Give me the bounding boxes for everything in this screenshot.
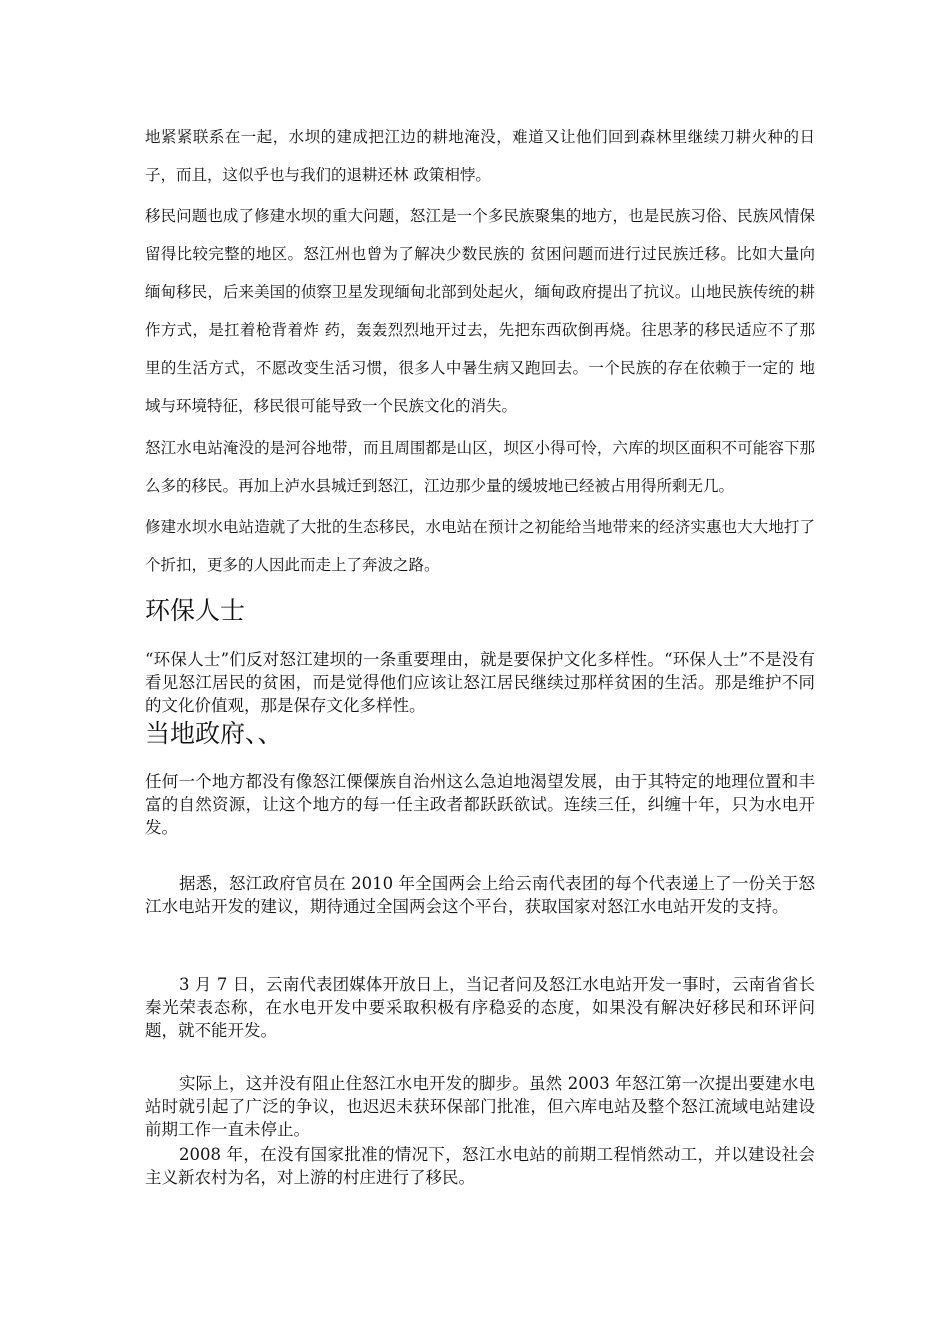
paragraph-development-desire: 任何一个地方都没有像怒江傈僳族自治州这么急迫地渴望发展，由于其特定的地理位置和丰富的自然资源，让这个地方的每一任主政者都跃跃欲试。连续三任，纠缠十年，只为水电开发。 [145, 772, 815, 837]
paragraph-valley: 怒江水电站淹没的是河谷地带，而且周围都是山区，坝区小得可怜，六库的坝区面积不可能容下那么多的移民。再加上泸水县城迁到怒江，江边那少量的缓坡地已经被占用得所剩无几。 [145, 439, 815, 495]
heading-local-government: 当地政府、、 [145, 719, 283, 748]
paragraph-migration: 移民问题也成了修建水坝的重大问题，怒江是一个多民族聚集的地方，也是民族习俗、民族风情保留得比较完整的地区。怒江州也曾为了解决少数民族的 贫困问题而进行过民族迁移。比如大量向缅甸移民，后来美国的侦察卫星发现缅甸北部到处起火，缅甸政府提出了抗议。山地民族传统的耕作方式，是扛着枪背着炸 药，轰轰烈烈地开过去，先把东西砍倒再烧。往思茅的移民适应不了那里的生活方式，不愿改变生活习惯，很多人中暑生病又跑回去。一个民族的存在依赖于一定的 地域与环境特征，移民很可能导致一个民族文化的消失。 [145, 207, 815, 415]
heading-environmentalists: 环保人士 [145, 596, 246, 625]
paragraph-2008-construction: 2008 年，在没有国家批准的情况下，怒江水电站的前期工程悄然动工，并以建设社会主义新农村为名，对上游的村庄进行了移民。 [145, 1145, 815, 1187]
paragraph-farmland: 地紧紧联系在一起，水坝的建成把江边的耕地淹没，难道又让他们回到森林里继续刀耕火种的日子，而且，这似乎也与我们的退耕还林 政策相悖。 [145, 128, 815, 184]
paragraph-governor-statement: 3 月 7 日，云南代表团媒体开放日上，当记者问及怒江水电站开发一事时，云南省省长秦光荣表态称，在水电开发中要采取积极有序稳妥的态度，如果没有解决好移民和环评问题，就不能开发。 [145, 975, 815, 1040]
paragraph-not-stopped: 实际上，这并没有阻止住怒江水电开发的脚步。虽然 2003 年怒江第一次提出要建水电站时就引起了广泛的争议，也迟迟未获环保部门批准，但六库电站及整个怒江流域电站建设前期工作一直未停止。 [145, 1074, 815, 1139]
paragraph-ecological-migrants: 修建水坝水电站造就了大批的生态移民，水电站在预计之初能给当地带来的经济实惠也大大地打了个折扣，更多的人因此而走上了奔波之路。 [145, 518, 815, 574]
paragraph-two-sessions: 据悉，怒江政府官员在 2010 年全国两会上给云南代表团的每个代表递上了一份关于怒江水电站开发的建议，期待通过全国两会这个平台，获取国家对怒江水电站开发的支持。 [145, 874, 815, 916]
paragraph-environmentalists: “环保人士”们反对怒江建坝的一条重要理由，就是要保护文化多样性。“环保人士”不是没有看见怒江居民的贫困，而是觉得他们应该让怒江居民继续过那样贫困的生活。那是维护不同的文化价值观，那是保存文化多样性。 [145, 650, 815, 715]
